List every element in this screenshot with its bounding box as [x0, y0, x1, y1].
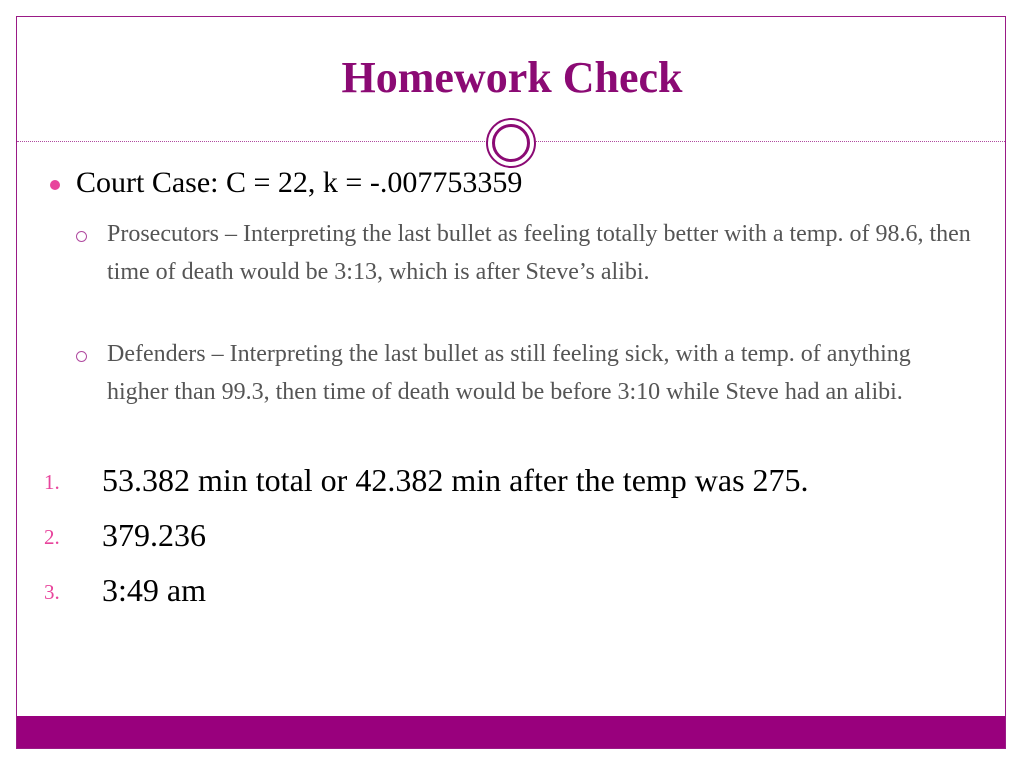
main-bullet-text: Court Case: C = 22, k = -.007753359 [76, 166, 523, 199]
slide-title: Homework Check [341, 53, 683, 102]
numbered-item-2 [44, 515, 994, 559]
sub-bullet-text: Prosecutors – Interpreting the last bullet as feeling totally better with a temp. of 98.6, then time of death would be 3:13, which is after Steve’s alibi. [107, 221, 971, 285]
sub-bullet-text: Defenders – Interpreting the last bullet as still feeling sick, with a temp. of anything higher than 99.3, then time of death would be before 3:10 while Steve had an alibi. [107, 341, 911, 405]
numbered-item-1 [44, 460, 994, 504]
numbered-item-3 [44, 570, 994, 614]
hollow-circle-bullet-icon [76, 231, 87, 242]
item-text: 53.382 min total or 42.382 min after the temp was 275. [102, 462, 809, 498]
hollow-circle-bullet-icon [76, 351, 87, 362]
item-number: 1. [44, 470, 60, 494]
item-number: 3. [44, 580, 60, 604]
ring-ornament-icon [486, 118, 536, 168]
item-text: 379.236 [102, 517, 206, 553]
ring-inner-circle [492, 124, 530, 162]
footer-bar [17, 716, 1005, 748]
bullet-dot-icon [50, 180, 60, 190]
item-number: 2. [44, 525, 60, 549]
item-text: 3:49 am [102, 572, 206, 608]
